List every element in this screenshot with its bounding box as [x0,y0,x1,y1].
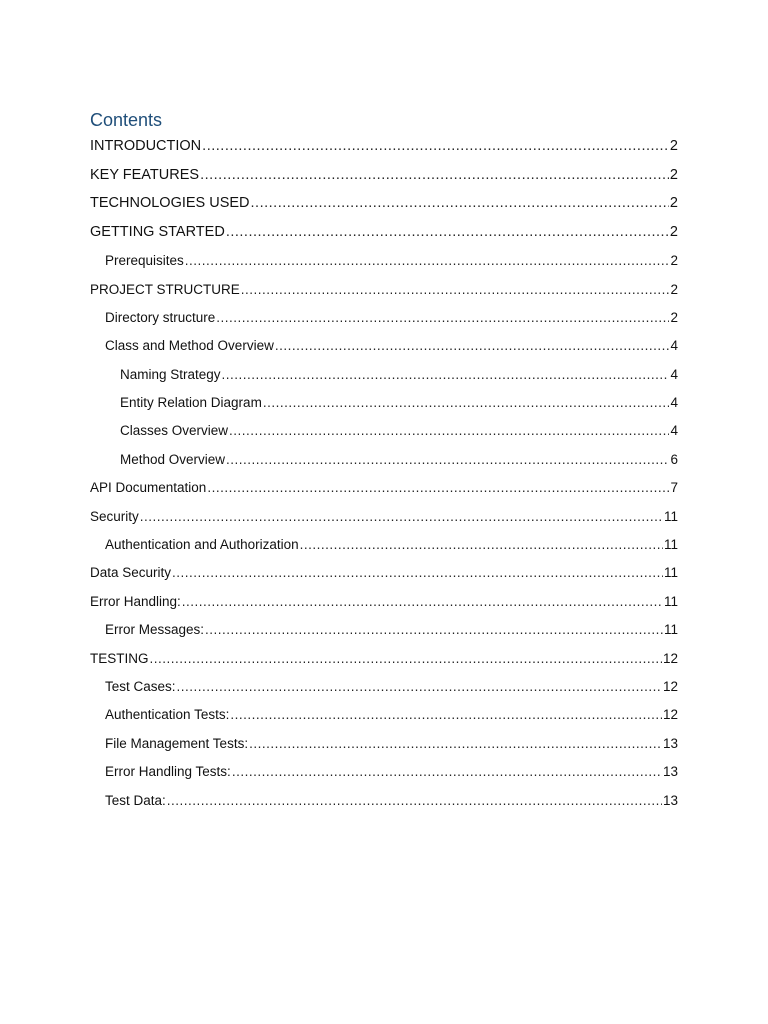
dot-leader [216,311,669,326]
toc-entry-page-number: 11 [663,622,678,638]
toc-entry-title: Data Security [90,565,172,581]
dot-leader [172,566,663,581]
toc-entry-page-number: 13 [662,764,678,780]
toc-entry[interactable] [90,472,678,500]
dot-leader [150,652,662,667]
toc-entry[interactable] [90,273,678,301]
toc-entry-title: Method Overview [120,451,226,467]
toc-entry-page-number: 4 [670,423,678,439]
toc-entry-page-number: 12 [662,707,678,723]
dot-leader [232,765,662,780]
toc-entry-title: KEY FEATURES [90,166,200,183]
dot-leader [241,283,670,298]
toc-entry[interactable] [90,585,678,613]
toc-entry[interactable] [90,358,678,386]
toc-entry-page-number: 12 [662,650,678,666]
dot-leader [200,168,669,184]
toc-entry[interactable] [90,301,678,329]
toc-entry-title: TECHNOLOGIES USED [90,195,250,212]
toc-heading: Contents [90,110,163,130]
toc-entry-page-number: 4 [670,338,678,354]
toc-entry[interactable] [90,557,678,585]
toc-entry-page-number: 2 [669,138,678,155]
toc-entry-page-number: 12 [662,678,678,694]
toc-entry[interactable] [90,159,678,187]
toc-entry-page-number: 2 [669,166,678,183]
toc-entry-title: Prerequisites [105,253,184,269]
toc-entry-title: API Documentation [90,480,207,496]
toc-entry[interactable] [90,642,678,670]
toc-entry-title: TESTING [90,650,149,666]
toc-entry-title: INTRODUCTION [90,138,202,155]
dot-leader [275,339,670,354]
toc-entry-page-number: 4 [670,395,678,411]
toc-entry-page-number: 2 [670,281,678,297]
toc-entry-title: GETTING STARTED [90,223,225,240]
dot-leader [249,737,662,752]
table-of-contents [90,131,678,812]
toc-entry[interactable] [90,756,678,784]
toc-entry-page-number: 2 [670,309,678,325]
toc-entry-title: Directory structure [105,309,216,325]
toc-entry-title: PROJECT STRUCTURE [90,281,240,297]
dot-leader [182,595,663,610]
toc-entry[interactable] [90,330,678,358]
toc-entry[interactable] [90,443,678,471]
toc-entry-page-number: 2 [670,253,678,269]
toc-entry-page-number: 13 [662,735,678,751]
toc-entry-page-number: 11 [663,508,678,524]
toc-entry-title: Authentication and Authorization [105,537,299,553]
dot-leader [185,254,670,269]
toc-entry-title: Entity Relation Diagram [120,395,262,411]
toc-entry[interactable] [90,245,678,273]
toc-entry-title: Error Handling: [90,593,181,609]
toc-entry[interactable] [90,727,678,755]
toc-entry-title: Error Handling Tests: [105,764,231,780]
toc-entry-page-number: 2 [669,223,678,240]
toc-entry-page-number: 11 [663,537,678,553]
toc-entry-page-number: 11 [663,593,678,609]
toc-entry[interactable] [90,415,678,443]
dot-leader [177,680,662,695]
dot-leader [229,424,669,439]
dot-leader [251,196,669,212]
toc-entry[interactable] [90,699,678,727]
dot-leader [263,396,670,411]
toc-entry[interactable] [90,188,678,216]
toc-entry[interactable] [90,614,678,642]
toc-entry-page-number: 4 [670,366,678,382]
dot-leader [300,538,663,553]
toc-entry-title: File Management Tests: [105,735,249,751]
toc-entry-title: Security [90,508,139,524]
dot-leader [167,794,662,809]
toc-entry-page-number: 2 [669,195,678,212]
toc-entry[interactable] [90,784,678,812]
toc-entry-title: Test Data: [105,792,166,808]
toc-entry[interactable] [90,387,678,415]
toc-entry-page-number: 7 [670,480,678,496]
toc-entry[interactable] [90,500,678,528]
dot-leader [140,510,663,525]
toc-entry-title: Naming Strategy [120,366,221,382]
toc-entry-page-number: 13 [662,792,678,808]
dot-leader [226,453,669,468]
dot-leader [222,368,670,383]
dot-leader [207,481,669,496]
toc-entry-page-number: 11 [663,565,678,581]
dot-leader [226,225,669,241]
toc-entry[interactable] [90,131,678,159]
toc-entry-title: Classes Overview [120,423,229,439]
toc-entry-title: Class and Method Overview [105,338,274,354]
toc-entry[interactable] [90,216,678,244]
toc-entry-title: Authentication Tests: [105,707,230,723]
toc-entry[interactable] [90,528,678,556]
toc-entry[interactable] [90,670,678,698]
dot-leader [230,708,662,723]
toc-entry-title: Test Cases: [105,678,176,694]
dot-leader [205,623,663,638]
toc-entry-title: Error Messages: [105,622,205,638]
dot-leader [202,139,669,155]
toc-entry-page-number: 6 [670,451,678,467]
